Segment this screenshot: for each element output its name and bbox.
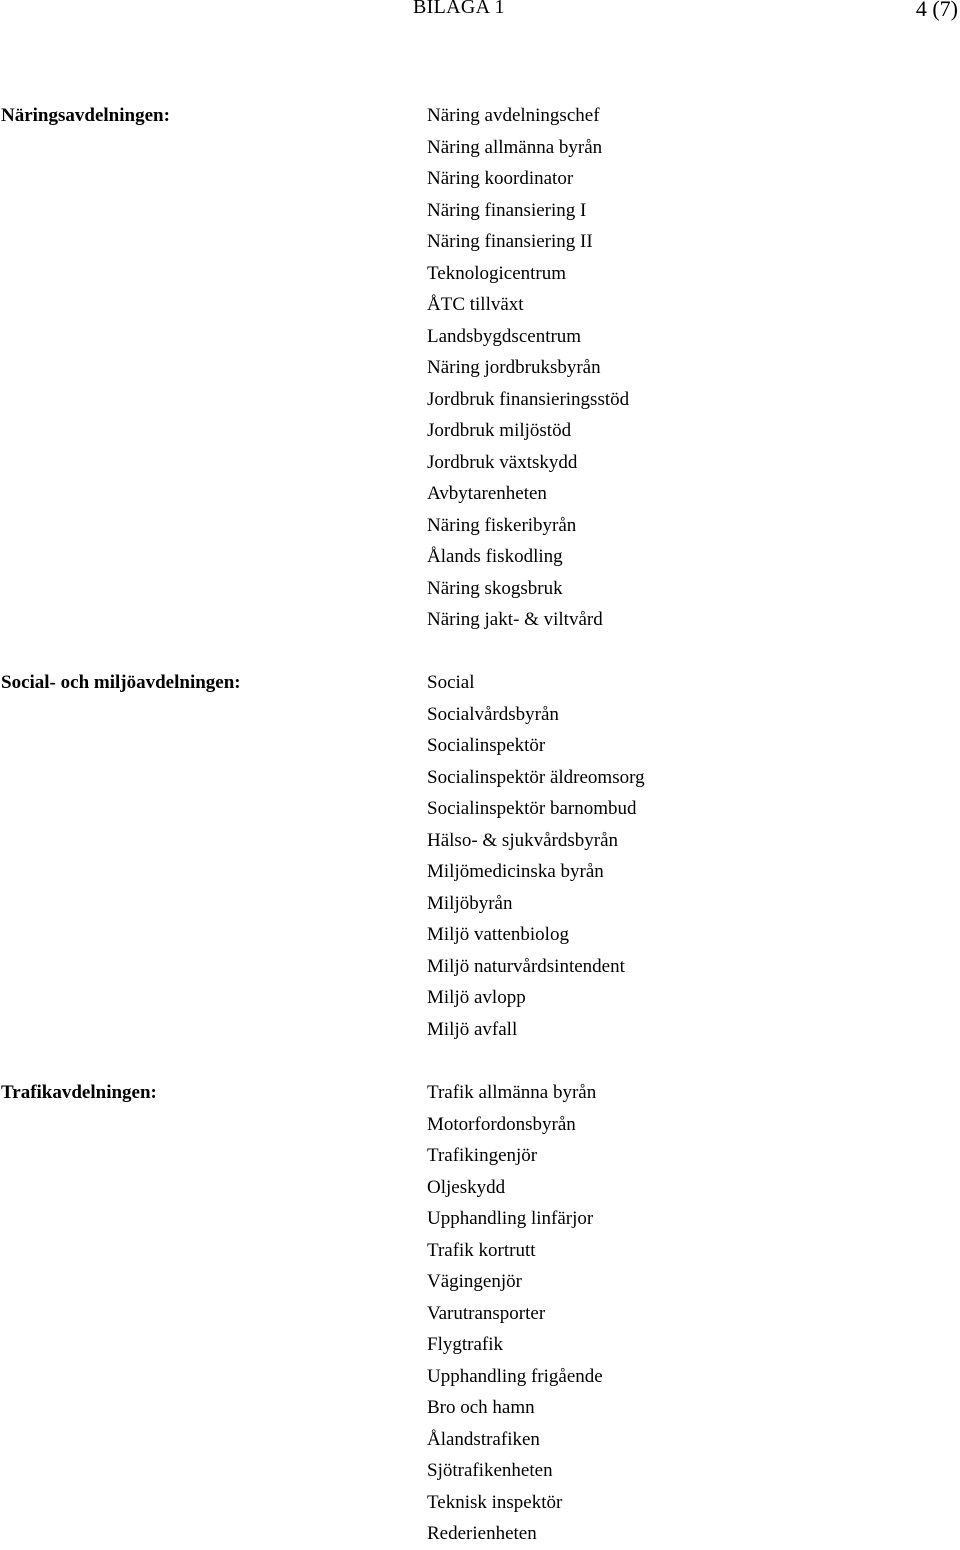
unit-item: Oljeskydd: [427, 1176, 506, 1198]
unit-item: Näring allmänna byrån: [427, 136, 603, 158]
unit-item: Näring fiskeribyrån: [427, 514, 577, 536]
unit-item: Social: [427, 672, 475, 693]
unit-item: Trafikingenjör: [427, 1145, 538, 1166]
unit-item: Näring skogsbruk: [427, 577, 563, 599]
unit-item: Näring finansiering I: [427, 199, 587, 221]
unit-item: Bro och hamn: [427, 1397, 535, 1418]
page-header: [0, 0, 960, 25]
unit-item: Miljö naturvårdsintendent: [427, 955, 625, 977]
unit-item: Trafik allmänna byrån: [427, 1082, 597, 1103]
unit-item: Näring jordbruksbyrån: [427, 357, 601, 378]
unit-item: Näring jakt- & viltvård: [427, 609, 603, 630]
page-number: 4 (7): [915, 0, 958, 21]
unit-list: [427, 1077, 603, 1550]
unit-item: Varutransporter: [427, 1302, 546, 1324]
unit-item: Motorfordonsbyrån: [427, 1113, 576, 1135]
unit-item: Flygtrafik: [427, 1334, 503, 1355]
unit-item: Landsbygdscentrum: [427, 325, 582, 347]
unit-item: Rederienheten: [427, 1523, 537, 1544]
unit-item: Jordbruk finansieringsstöd: [427, 388, 630, 410]
unit-item: Upphandling linfärjor: [427, 1208, 594, 1229]
unit-item: Socialvårdsbyrån: [427, 703, 559, 725]
unit-item: Jordbruk miljöstöd: [427, 420, 572, 441]
unit-item: Miljö avlopp: [427, 987, 526, 1008]
unit-list: [427, 667, 645, 1045]
department-title: Trafikavdelningen:: [1, 1082, 157, 1103]
attachment-label: BILAGA 1: [413, 0, 505, 18]
department-title: Näringsavdelningen:: [1, 105, 170, 126]
unit-item: Upphandling frigående: [427, 1365, 603, 1387]
unit-item: Trafik kortrutt: [427, 1239, 536, 1261]
unit-item: Näring avdelningschef: [427, 105, 600, 126]
unit-item: Sjötrafikenheten: [427, 1460, 553, 1481]
unit-item: Avbytarenheten: [427, 483, 547, 504]
unit-item: Miljöbyrån: [427, 892, 513, 914]
unit-item: Teknisk inspektör: [427, 1491, 563, 1513]
unit-item: Socialinspektör: [427, 735, 546, 756]
unit-item: ÅTC tillväxt: [427, 294, 524, 315]
unit-item: Hälso- & sjukvårdsbyrån: [427, 829, 619, 851]
unit-item: Miljö vattenbiolog: [427, 924, 569, 945]
unit-list: [427, 100, 629, 636]
unit-item: Teknologicentrum: [427, 262, 567, 284]
unit-item: Socialinspektör barnombud: [427, 798, 637, 819]
unit-item: Ålands fiskodling: [427, 546, 563, 567]
unit-item: Vägingenjör: [427, 1271, 522, 1292]
department-title: Social- och miljöavdelningen:: [1, 672, 241, 693]
unit-item: Ålandstrafiken: [427, 1428, 540, 1450]
unit-item: Näring finansiering II: [427, 231, 593, 252]
unit-item: Miljömedicinska byrån: [427, 861, 604, 882]
unit-item: Näring koordinator: [427, 168, 574, 189]
unit-item: Socialinspektör äldreomsorg: [427, 766, 645, 788]
unit-item: Miljö avfall: [427, 1018, 518, 1040]
unit-item: Jordbruk växtskydd: [427, 451, 578, 473]
